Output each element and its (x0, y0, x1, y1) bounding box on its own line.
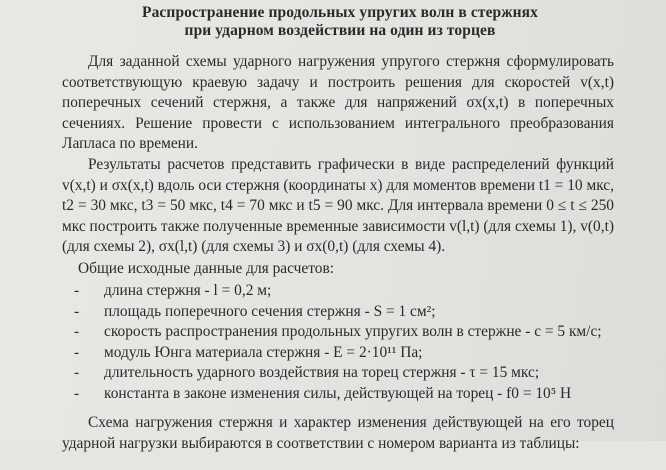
param-area: площадь поперечного сечения стержня - S = 1 см²; (104, 302, 436, 320)
list-item (62, 302, 622, 323)
list-item (62, 281, 622, 302)
param-impact-duration: длительность ударного воздействия на торец стержня - τ = 15 мкс; (104, 364, 540, 382)
bullet-dash: - (74, 302, 80, 320)
param-wave-speed: скорость распространения продольных упругих волн в стержне - c = 5 км/с; (104, 323, 602, 341)
intro-text: Для заданной схемы ударного нагружения упругого стержня сформулировать соответствующую краевую задачу и построить решения для скоростей v(x,t) поперечных сечений стержня, а также для напряжений σx(x,t) в поперечных сечениях. Решение провести с использованием интегрального преобразования Лапласа по времени. (62, 53, 614, 153)
params-list (62, 281, 622, 405)
list-item (62, 363, 622, 384)
final-text: Схема нагружения стержня и характер изменения действующей на его торец ударной нагрузки выбираются в соответствии с номером варианта из таблицы: (62, 414, 614, 452)
results-text: Результаты расчетов представить графически в виде распределений функций v(x,t) и σx(x,t) вдоль оси стержня (координаты x) для моментов времени t1 = 10 мкс, t2 = 30 мкс, t3 = 50 мкс, t4 = 70 мкс и t5 = 90 мкс. Для интервала времени 0 ≤ t ≤ 250 мкс построить также полученные временные зависимости v(l,t) (для схемы 1), v(0,t) (для схемы 2), σx(l,t) (для схемы 3) и σx(0,t) (для схемы 4). (62, 156, 614, 256)
document-title (60, 4, 620, 40)
bullet-dash: - (74, 323, 80, 341)
bullet-dash: - (74, 343, 80, 361)
param-young-modulus: модуль Юнга материала стержня - E = 2·10¹¹ Па; (104, 343, 423, 361)
list-item (62, 322, 622, 343)
results-paragraph (62, 155, 614, 258)
bullet-dash: - (74, 384, 80, 402)
bullet-dash: - (74, 282, 80, 299)
bullet-dash: - (74, 364, 80, 382)
intro-paragraph (62, 52, 614, 155)
param-length: длина стержня - l = 0,2 м; (104, 282, 272, 299)
list-item (62, 343, 622, 364)
title-line-1: Распространение продольных упругих волн в стержнях (142, 4, 538, 21)
params-heading: Общие исходные данные для расчетов: (78, 260, 334, 277)
title-line-2: при ударном воздействии на один из торцев (184, 22, 496, 39)
param-force-constant: константа в законе изменения силы, действующей на торец - f0 = 10⁵ Н (104, 384, 572, 402)
final-paragraph (62, 398, 614, 470)
